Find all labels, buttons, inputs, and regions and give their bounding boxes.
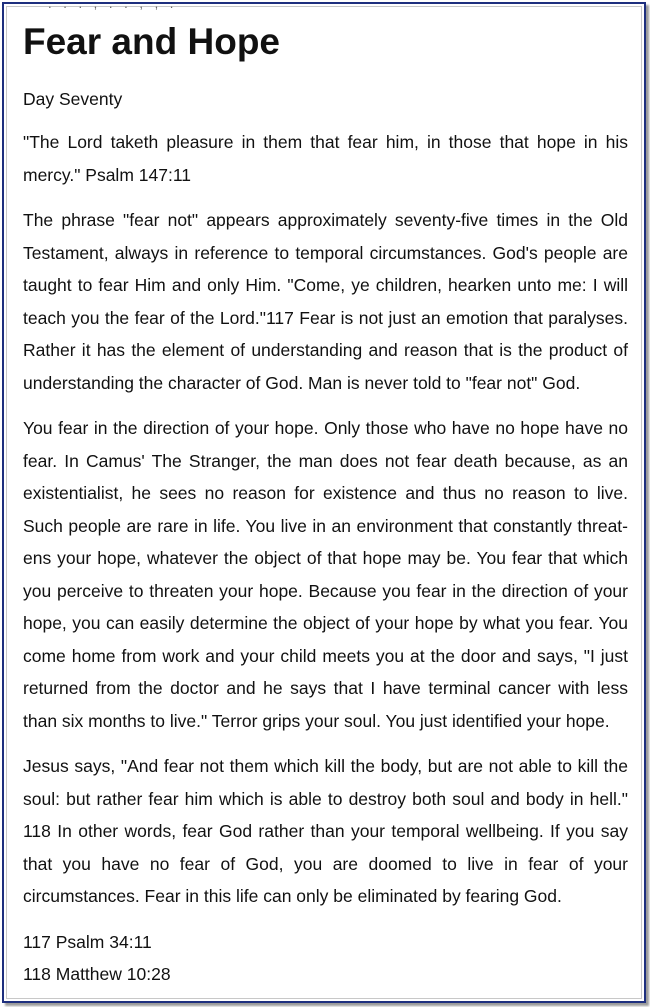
clipped-top-text: . . . , . . , , .: [48, 2, 178, 10]
document-body: [23, 20, 628, 990]
footnotes: [23, 926, 628, 990]
paragraph-direction-of-hope: You fear in the direction of your hope. Only those who have no hope have no fear. In Camus' The Stranger, the man does not fear death because, as an existentialist, he sees no reason for existence and thus no reason to live. Such people are rare in life. You live in an environment that constantly threat-ens your hope, whatever the object of that hope may be. You fear that which you perceive to threaten your hope. Because you fear in the direction of your hope, you can easily determine the object of your hope by what you fear. You come home from work and your child meets you at the door and says, "I just returned from the doctor and he says that I have terminal cancer with less than six months to live." Terror grips your soul. You just identified your hope.: [23, 418, 628, 731]
day-subtitle: Day Seventy: [23, 89, 123, 109]
paragraph-jesus-says: Jesus says, "And fear not them which kill the body, but are not able to kill the soul: but rather fear him which is able to destroy both soul and body in hell." 118 In other words, fear God rather than your temporal wellbeing. If you say that you have no fear of God, you are doomed to live in fear of your circumstances. Fear in this life can only be eliminated by fearing God.: [23, 756, 628, 906]
scripture-quote: "The Lord taketh pleasure in them that fear him, in those that hope in his mercy." Psalm 147:11: [23, 132, 628, 185]
paragraph-fear-not: The phrase "fear not" appears approximately seventy-five times in the Old Testament, always in reference to temporal circumstances. God's people are taught to fear Him and only Him. "Come, ye children, hearken unto me: I will teach you the fear of the Lord."117 Fear is not just an emotion that paralyses. Rather it has the element of understanding and reason that is the product of understanding the character of God. Man is never told to "fear not" God.: [23, 210, 628, 393]
page-frame: [2, 2, 646, 1003]
footnote-117: 117 Psalm 34:11: [23, 931, 152, 952]
footnote-118: 118 Matthew 10:28: [23, 963, 171, 984]
page-title: Fear and Hope: [23, 21, 280, 62]
